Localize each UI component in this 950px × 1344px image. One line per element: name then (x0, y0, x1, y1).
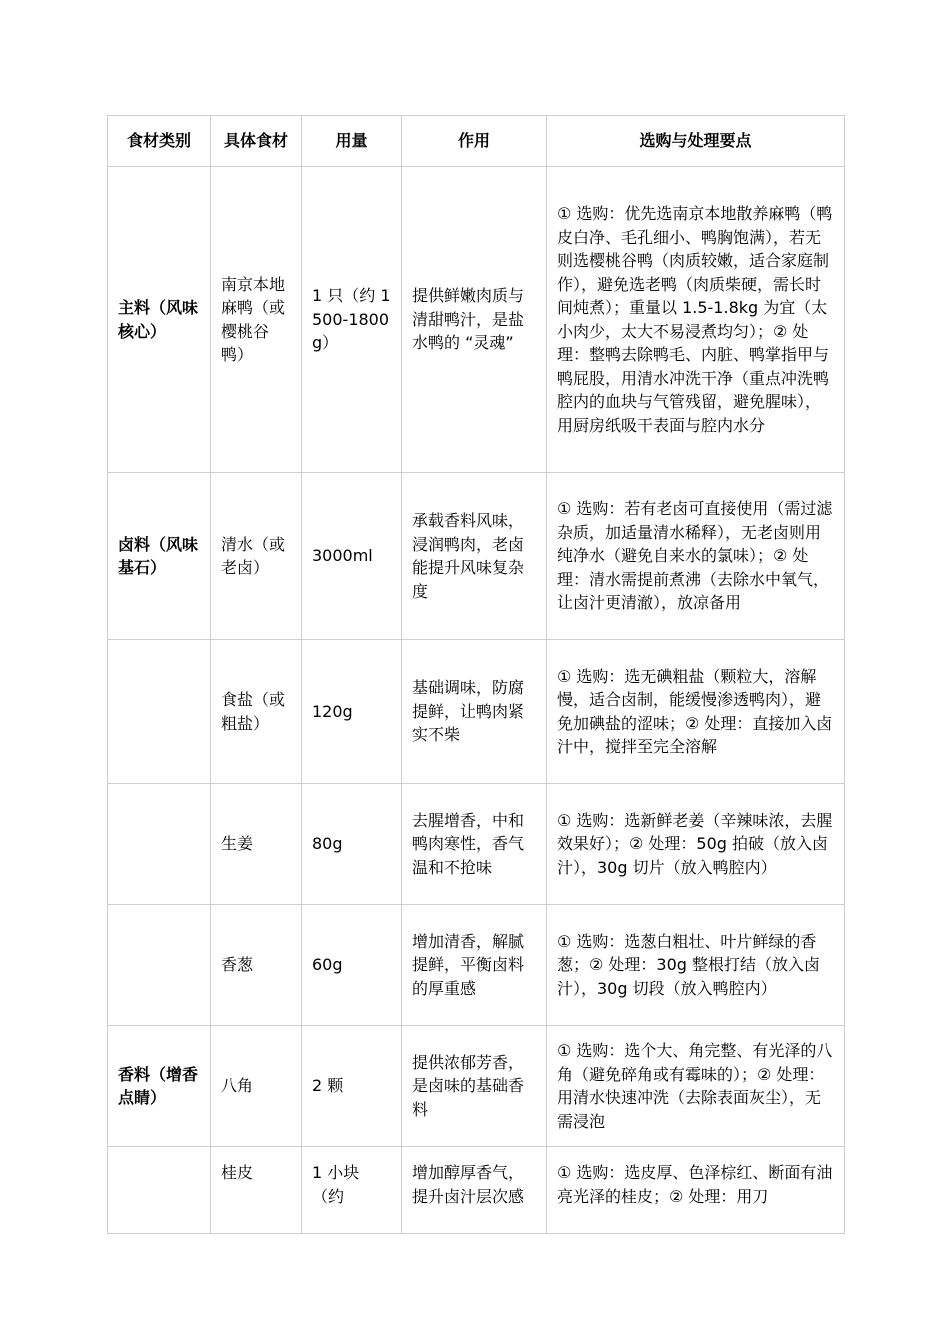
table-row (108, 640, 845, 784)
cell-role: 提供浓郁芳香，是卤味的基础香料 (402, 1026, 547, 1147)
cell-ingredient: 桂皮 (211, 1147, 302, 1234)
cell-notes: ① 选购：选皮厚、色泽棕红、断面有油亮光泽的桂皮；② 处理：用刀 (547, 1147, 845, 1234)
cell-category (108, 640, 211, 784)
cell-ingredient: 香葱 (211, 905, 302, 1026)
header-amount: 用量 (302, 116, 402, 167)
table-row (108, 167, 845, 473)
cell-role: 增加醇厚香气，提升卤汁层次感 (402, 1147, 547, 1234)
cell-role: 去腥增香，中和鸭肉寒性，香气温和不抢味 (402, 784, 547, 905)
table-row (108, 1026, 845, 1147)
cell-category: 卤料（风味基石） (108, 473, 211, 640)
document-page (107, 115, 844, 1234)
table-row (108, 905, 845, 1026)
cell-amount: 2 颗 (302, 1026, 402, 1147)
cell-role: 基础调味，防腐提鲜，让鸭肉紧实不柴 (402, 640, 547, 784)
header-role: 作用 (402, 116, 547, 167)
ingredients-table (107, 115, 845, 1234)
header-notes: 选购与处理要点 (547, 116, 845, 167)
cell-role: 提供鲜嫩肉质与清甜鸭汁，是盐水鸭的 “灵魂” (402, 167, 547, 473)
cell-category: 主料（风味核心） (108, 167, 211, 473)
table-row (108, 1147, 845, 1234)
cell-ingredient: 清水（或老卤） (211, 473, 302, 640)
table-body (108, 167, 845, 1234)
cell-amount: 3000ml (302, 473, 402, 640)
cell-notes: ① 选购：优先选南京本地散养麻鸭（鸭皮白净、毛孔细小、鸭胸饱满），若无则选樱桃谷鸭（肉质较嫩，适合家庭制作），避免选老鸭（肉质柴硬，需长时间炖煮）；重量以 1.5-1.8kg 为宜（太小肉少，太大不易浸煮均匀）；② 处理：整鸭去除鸭毛、内脏、鸭掌指甲与鸭屁股，用清水冲洗干净（重点冲洗鸭腔内的血块与气管残留，避免腥味），用厨房纸吸干表面与腔内水分 (547, 167, 845, 473)
cell-amount: 120g (302, 640, 402, 784)
header-row (108, 116, 845, 167)
table-header (108, 116, 845, 167)
cell-ingredient: 食盐（或粗盐） (211, 640, 302, 784)
cell-category (108, 905, 211, 1026)
cell-ingredient: 生姜 (211, 784, 302, 905)
cell-notes: ① 选购：选个大、角完整、有光泽的八角（避免碎角或有霉味的）；② 处理：用清水快速冲洗（去除表面灰尘），无需浸泡 (547, 1026, 845, 1147)
cell-role: 增加清香，解腻提鲜，平衡卤料的厚重感 (402, 905, 547, 1026)
cell-notes: ① 选购：选新鲜老姜（辛辣味浓，去腥效果好）；② 处理：50g 拍破（放入卤汁），30g 切片（放入鸭腔内） (547, 784, 845, 905)
cell-amount: 60g (302, 905, 402, 1026)
header-ingredient: 具体食材 (211, 116, 302, 167)
cell-role: 承载香料风味，浸润鸭肉，老卤能提升风味复杂度 (402, 473, 547, 640)
cell-notes: ① 选购：若有老卤可直接使用（需过滤杂质，加适量清水稀释），无老卤则用纯净水（避免自来水的氯味）；② 处理：清水需提前煮沸（去除水中氧气，让卤汁更清澈），放凉备用 (547, 473, 845, 640)
cell-category (108, 1147, 211, 1234)
header-category: 食材类别 (108, 116, 211, 167)
cell-amount: 1 小块（约 (302, 1147, 402, 1234)
cell-amount: 1 只（约 1500-1800g） (302, 167, 402, 473)
table-row (108, 784, 845, 905)
cell-notes: ① 选购：选葱白粗壮、叶片鲜绿的香葱；② 处理：30g 整根打结（放入卤汁），30g 切段（放入鸭腔内） (547, 905, 845, 1026)
cell-amount: 80g (302, 784, 402, 905)
table-row (108, 473, 845, 640)
cell-category: 香料（增香点睛） (108, 1026, 211, 1147)
cell-ingredient: 南京本地麻鸭（或樱桃谷鸭） (211, 167, 302, 473)
cell-notes: ① 选购：选无碘粗盐（颗粒大，溶解慢，适合卤制，能缓慢渗透鸭肉），避免加碘盐的涩味；② 处理：直接加入卤汁中，搅拌至完全溶解 (547, 640, 845, 784)
cell-ingredient: 八角 (211, 1026, 302, 1147)
cell-category (108, 784, 211, 905)
